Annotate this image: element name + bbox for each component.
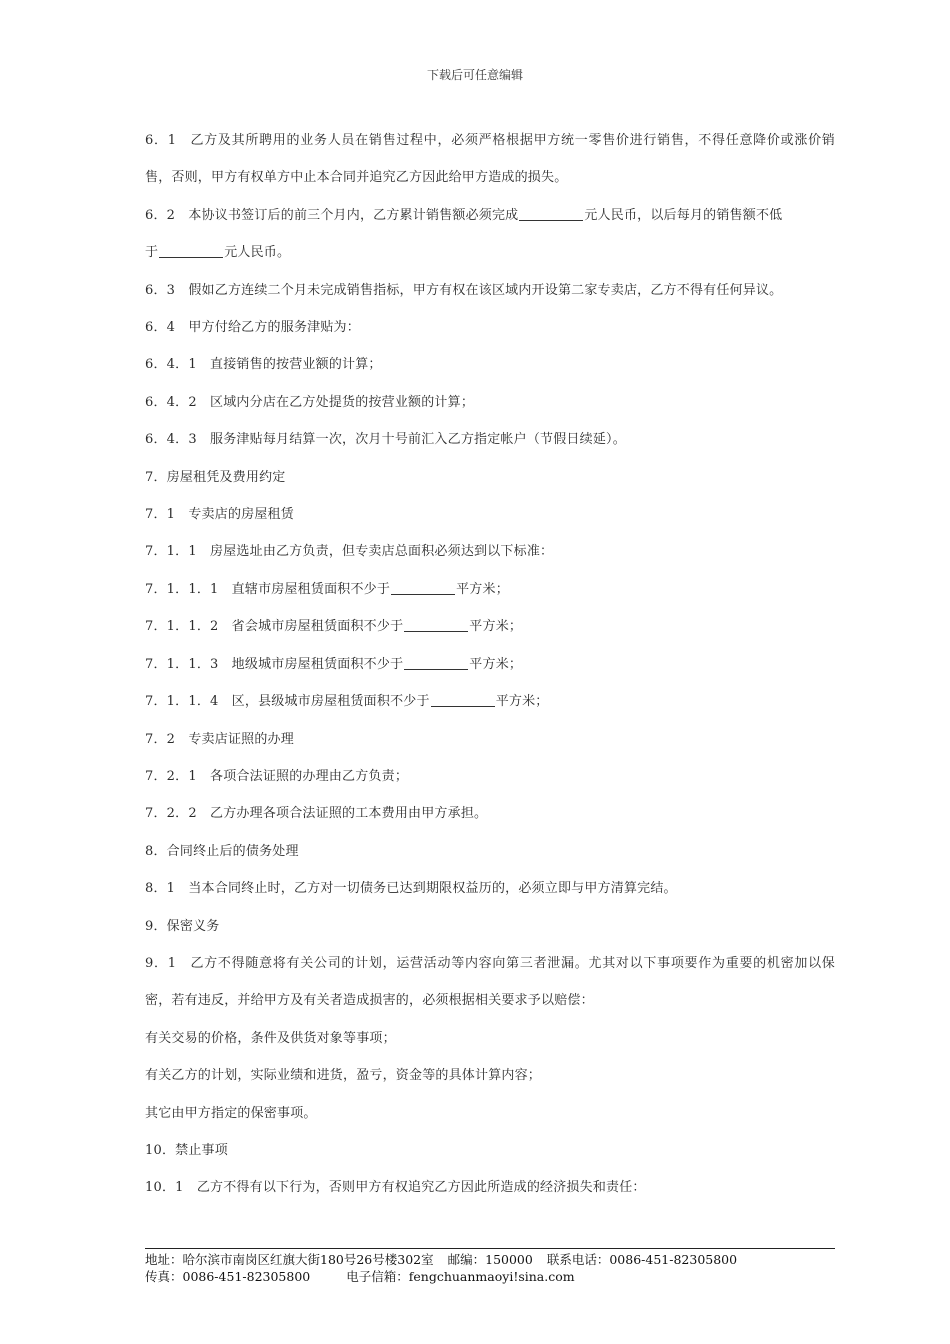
footer-line-1	[145, 1251, 845, 1268]
clause-text-tail: 平方米；	[495, 694, 549, 710]
clause-7-1-1-3	[145, 646, 835, 683]
clause-text-tail: 平方米；	[456, 581, 509, 597]
fill-in-blank	[404, 655, 468, 670]
fill-in-blank	[159, 243, 223, 258]
clause-7-2-1: 7．2．1 各项合法证照的办理由乙方负责；	[145, 768, 409, 784]
clause-6-2-cont-text: 于	[145, 245, 159, 261]
fill-in-blank	[431, 692, 495, 707]
fill-in-blank	[404, 617, 468, 632]
clause-6-2-cont-tail: 元人民币。	[224, 245, 291, 261]
clause-6-2-text: 6．2 本协议书签订后的前三个月内，乙方累计销售额必须完成	[145, 207, 519, 223]
clause-7-1-1-4	[145, 683, 835, 720]
clause-7-1-1-2	[145, 608, 835, 645]
footer-address: 地址：哈尔滨市南岗区红旗大街180号26号楼302室	[145, 1252, 434, 1267]
confidential-item-1: 有关交易的价格，条件及供货对象等事项；	[145, 1030, 396, 1046]
footer-divider	[145, 1248, 835, 1249]
fill-in-blank	[519, 206, 583, 221]
clause-6-4-3: 6．4．3 服务津贴每月结算一次，次月十号前汇入乙方指定帐户（节假日续延）。	[145, 432, 626, 448]
page-footer	[145, 1251, 845, 1285]
clause-7-2-2: 7．2．2 乙方办理各项合法证照的工本费用由甲方承担。	[145, 806, 488, 822]
section-8-heading: 8．合同终止后的债务处理	[145, 843, 299, 859]
clause-7-1: 7．1 专卖店的房屋租赁	[145, 507, 294, 523]
clause-6-2	[145, 197, 835, 234]
confidential-item-3: 其它由甲方指定的保密事项。	[145, 1105, 317, 1121]
clause-text: 7．1．1．4 区，县级城市房屋租赁面积不少于	[145, 694, 430, 710]
footer-postcode: 邮编：150000	[447, 1252, 533, 1267]
clause-10-1: 10．1 乙方不得有以下行为，否则甲方有权追究乙方因此所造成的经济损失和责任：	[145, 1180, 646, 1196]
clause-6-4: 6．4 甲方付给乙方的服务津贴为：	[145, 320, 360, 336]
clause-text-tail: 平方米；	[469, 656, 523, 672]
clause-6-2-cont	[145, 234, 835, 271]
clause-6-3: 6．3 假如乙方连续二个月未完成销售指标，甲方有权在该区域内开设第二家专卖店，乙方不得有任何异议。	[145, 282, 783, 298]
section-9-heading: 9．保密义务	[145, 918, 220, 934]
confidential-item-2: 有关乙方的计划，实际业绩和进货，盈亏，资金等的具体计算内容；	[145, 1068, 542, 1084]
footer-fax: 传真：0086-451-82305800	[145, 1269, 311, 1284]
section-10-heading: 10．禁止事项	[145, 1142, 228, 1158]
clause-7-1-1: 7．1．1 房屋选址由乙方负责，但专卖店总面积必须达到以下标准：	[145, 544, 554, 560]
footer-email: 电子信箱：fengchuanmaoyi!sina.com	[346, 1269, 575, 1284]
clause-7-1-1-1	[145, 571, 835, 608]
clause-6-1: 6．1 乙方及其所聘用的业务人员在销售过程中，必须严格根据甲方统一零售价进行销售，不得任意降价或涨价销售，否则，甲方有权单方中止本合同并追究乙方因此给甲方造成的损失。	[145, 133, 835, 186]
clause-text: 7．1．1．3 地级城市房屋租赁面积不少于	[145, 656, 404, 672]
page-header: 下载后可任意编辑	[426, 68, 523, 82]
clause-6-4-2: 6．4．2 区域内分店在乙方处提货的按营业额的计算；	[145, 394, 475, 410]
clause-9-1: 9．1 乙方不得随意将有关公司的计划，运营活动等内容向第三者泄漏。尤其对以下事项要作为重要的机密加以保密，若有违反，并给甲方及有关者造成损害的，必须根据相关要求予以赔偿：	[145, 955, 835, 1009]
clause-text: 7．1．1．2 省会城市房屋租赁面积不少于	[145, 619, 404, 635]
fill-in-blank	[391, 580, 455, 595]
footer-line-2	[145, 1268, 845, 1285]
clause-6-4-1: 6．4．1 直接销售的按营业额的计算；	[145, 357, 382, 373]
clause-7-2: 7．2 专卖店证照的办理	[145, 731, 294, 747]
clause-text-tail: 平方米；	[469, 619, 523, 635]
document-body	[145, 122, 835, 1207]
clause-6-2-text-tail: 元人民币，以后每月的销售额不低	[584, 207, 783, 223]
section-7-heading: 7．房屋租凭及费用约定	[145, 469, 286, 485]
clause-text: 7．1．1．1 直辖市房屋租赁面积不少于	[145, 581, 391, 597]
clause-8-1: 8．1 当本合同终止时，乙方对一切债务已达到期限权益历的，必须立即与甲方清算完结。	[145, 881, 677, 897]
footer-phone: 联系电话：0086-451-82305800	[546, 1252, 738, 1267]
